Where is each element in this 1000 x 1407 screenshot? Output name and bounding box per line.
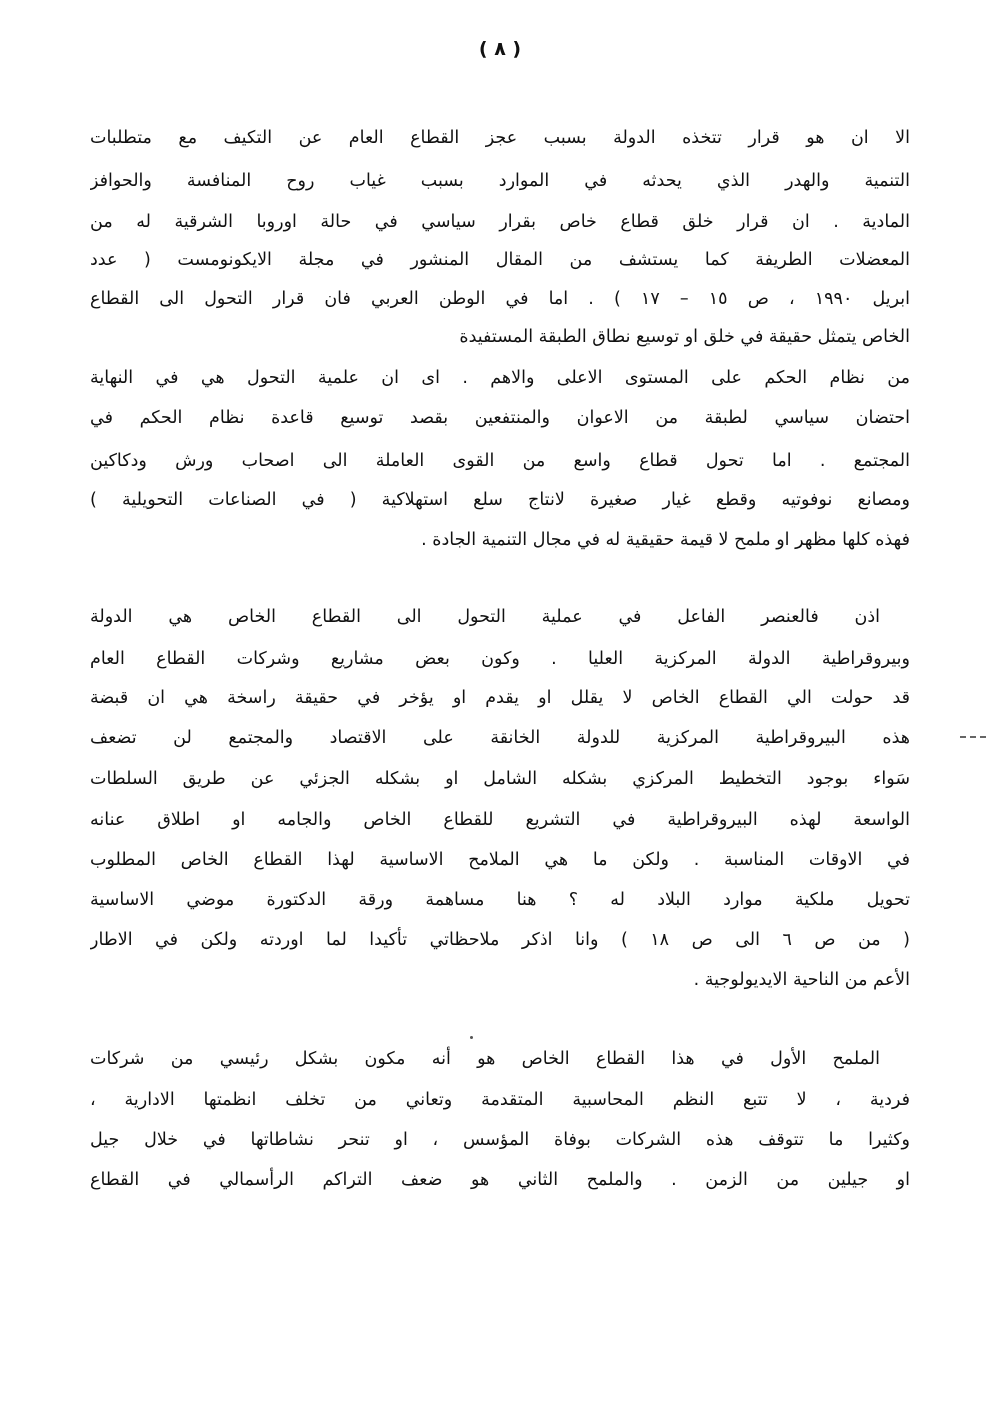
text-line: المجتمع . اما تحول قطاع واسع من القوى العاملة الى اصحاب ورش ودكاكين xyxy=(90,451,910,471)
text-line: التنمية والهدر الذي يحدثه في الموارد بسبب غياب روح المنافسة والحوافز xyxy=(90,171,910,191)
text-line: الواسعة لهذه البيروقراطية في التشريع للقطاع الخاص والجامه او اطلاق عنانه xyxy=(90,810,910,830)
text-line: فردية ، لا تتبع النظم المحاسبية المتقدمة وتعاني من تخلف انظمتها الادارية ، xyxy=(90,1090,910,1110)
text-line: في الاوقات المناسبة . ولكن ما هي الملامح الاساسية لهذا القطاع الخاص المطلوب xyxy=(90,850,910,870)
ink-dot xyxy=(470,1036,473,1039)
text-line: او جيلين من الزمن . والملمح الثاني هو ضعف التراكم الرأسمالي في القطاع xyxy=(90,1170,910,1190)
text-line: المادية . ان قرار خلق قطاع خاص بقرار سياسي في حالة اوروبا الشرقية له من xyxy=(90,212,910,232)
text-line: الأعم من الناحية الايديولوجية . xyxy=(693,970,910,990)
text-line: قد حولت الي القطاع الخاص لا يقلل او يقدم او يؤخر في حقيقة راسخة هي ان قبضة xyxy=(90,688,910,708)
text-line: وكثيرا ما تتوقف هذه الشركات بوفاة المؤسس ، او تنحر نشاطاتها في خلال جيل xyxy=(90,1130,910,1150)
text-line: المعضلات الطريفة كما يستشف من المقال المنشور في مجلة الايكونومست ( عدد xyxy=(90,250,910,270)
text-line: ( من ص ٦ الى ص ١٨ ) وانا اذكر ملاحظاتي تأكيدا لما اوردته ولكن في الاطار xyxy=(90,930,910,950)
text-line: تحويل ملكية موارد البلاد له ؟ هنا مساهمة ورقة الدكتورة موضي الاساسية xyxy=(90,890,910,910)
text-line: الا ان هو قرار تتخذه الدولة بسبب عجز القطاع العام عن التكيف مع متطلبات xyxy=(90,128,910,148)
text-line: ابريل ١٩٩٠ ، ص ١٥ – ١٧ ) . اما في الوطن العربي فان قرار التحول الى القطاع xyxy=(90,289,910,309)
margin-mark xyxy=(960,736,986,740)
text-line: من نظام الحكم على المستوى الاعلى والاهم . اى ان علمية التحول هي في النهاية xyxy=(90,368,910,388)
text-line: فهذه كلها مظهر او ملمح لا قيمة حقيقية له في مجال التنمية الجادة . xyxy=(421,530,910,550)
text-line: الملمح الأول في هذا القطاع الخاص هو أنه مكون بشكل رئيسي من شركات xyxy=(90,1049,880,1069)
text-line: اذن فالعنصر الفاعل في عملية التحول الى القطاع الخاص هي الدولة xyxy=(90,607,880,627)
text-line: سَواء بوجود التخطيط المركزي بشكله الشامل او بشكله الجزئي عن طريق السلطات xyxy=(90,769,910,789)
page-number: ( ٨ ) xyxy=(478,38,522,60)
text-line: ومصانع نوفوتيه وقطع غيار صغيرة لانتاج سلع استهلاكية ( في الصناعات التحويلية ) xyxy=(90,490,910,510)
text-line: الخاص يتمثل حقيقة في خلق او توسيع نطاق الطبقة المستفيدة xyxy=(459,327,910,347)
text-line: هذه البيروقراطية المركزية للدولة الخانقة على الاقتصاد والمجتمع لن تضعف xyxy=(90,728,910,748)
text-line: احتضان سياسي لطبقة من الاعوان والمنتفعين بقصد توسيع قاعدة نظام الحكم في xyxy=(90,408,910,428)
text-line: وبيروقراطية الدولة المركزية العليا . وكون بعض مشاريع وشركات القطاع العام xyxy=(90,649,910,669)
